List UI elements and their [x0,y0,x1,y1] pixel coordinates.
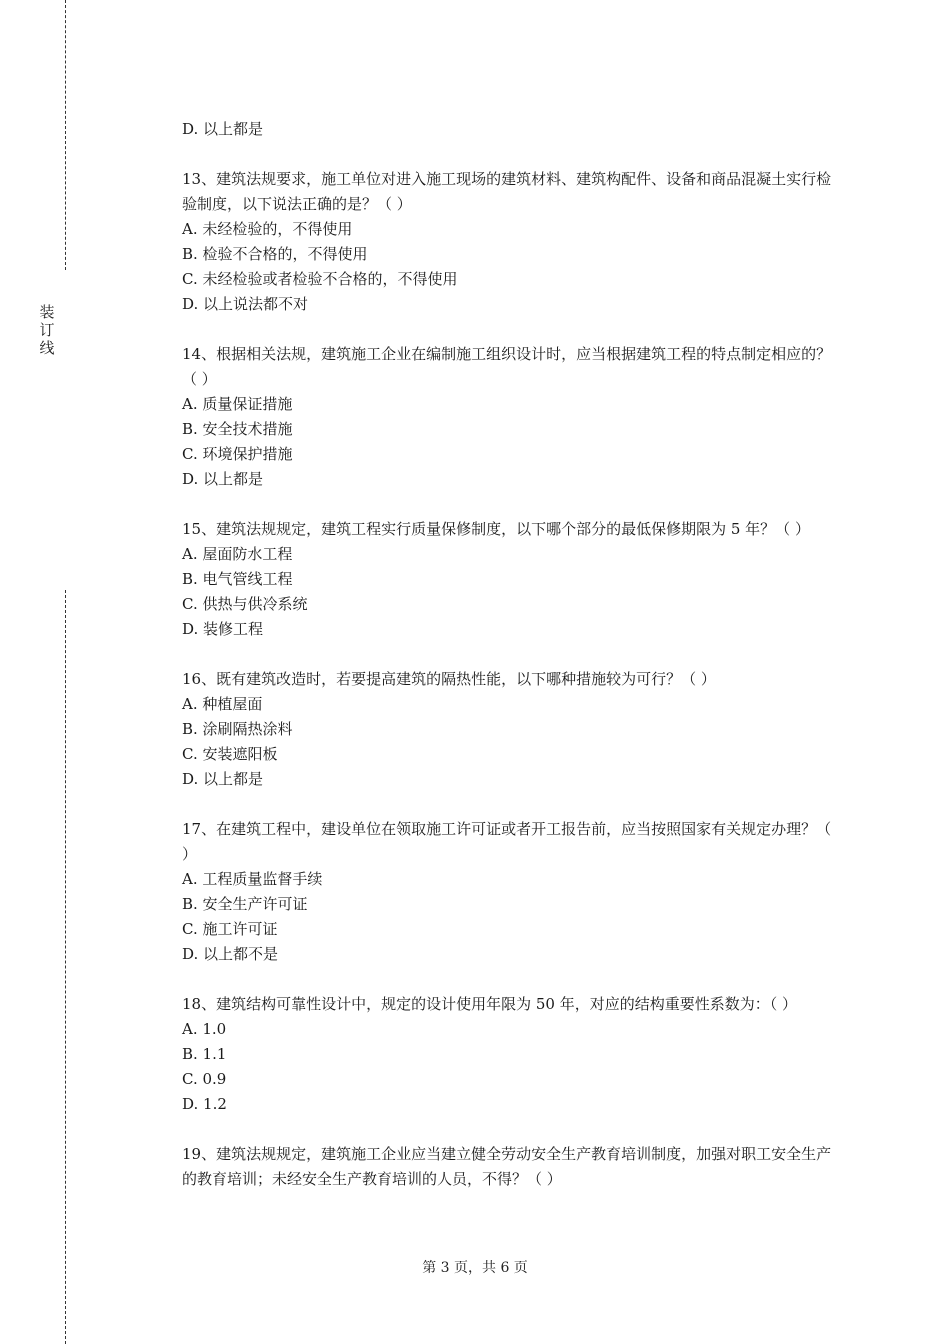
question-stem: 13、建筑法规要求，施工单位对进入施工现场的建筑材料、建筑构配件、设备和商品混凝土实行检验制度，以下说法正确的是？（ ） [182,170,832,213]
binding-char: 订 [39,321,55,339]
question-13 [182,167,842,317]
option-a: A. 种植屋面 [182,695,263,713]
question-stem: 17、在建筑工程中，建设单位在领取施工许可证或者开工报告前，应当按照国家有关规定办理？（ ） [182,820,832,863]
option-a: A. 1.0 [182,1020,227,1038]
option-c: C. 未经检验或者检验不合格的，不得使用 [182,270,458,288]
option-a: A. 未经检验的，不得使用 [182,220,353,238]
option-c: C. 供热与供冷系统 [182,595,308,613]
question-stem: 15、建筑法规规定，建筑工程实行质量保修制度，以下哪个部分的最低保修期限为 5 年？（ ） [182,520,810,538]
option-c: C. 环境保护措施 [182,445,293,463]
option-c: C. 施工许可证 [182,920,278,938]
question-16 [182,667,842,792]
binding-char: 线 [39,339,55,357]
option-b: B. 检验不合格的，不得使用 [182,245,368,263]
page-footer: 第 3 页，共 6 页 [422,1260,528,1276]
question-stem: 14、根据相关法规，建筑施工企业在编制施工组织设计时，应当根据建筑工程的特点制定相应的？（ ） [182,345,832,388]
option-a: A. 质量保证措施 [182,395,293,413]
option-c: C. 安装遮阳板 [182,745,278,763]
question-stem: 16、既有建筑改造时，若要提高建筑的隔热性能，以下哪种措施较为可行？（ ） [182,670,716,688]
option-d: D. 以上都不是 [182,945,279,963]
question-14 [182,342,842,492]
option-b: B. 1.1 [182,1045,227,1063]
option-d: D. 以上都是 [182,770,264,788]
option-b: B. 涂刷隔热涂料 [182,720,293,738]
option-d: D. 以上说法都不对 [182,295,309,313]
binding-dashed-line-bottom [65,590,66,1344]
question-15 [182,517,842,642]
option-a: A. 工程质量监督手续 [182,870,323,888]
exam-content [182,117,842,1217]
binding-char: 装 [39,303,55,321]
option-d: D. 以上都是 [182,120,264,138]
option-d: D. 1.2 [182,1095,227,1113]
question-19 [182,1142,842,1192]
question-12-tail [182,117,842,142]
option-c: C. 0.9 [182,1070,227,1088]
question-18 [182,992,842,1117]
question-stem: 18、建筑结构可靠性设计中，规定的设计使用年限为 50 年，对应的结构重要性系数为：（ ） [182,995,797,1013]
question-17 [182,817,842,967]
option-b: B. 电气管线工程 [182,570,293,588]
question-stem: 19、建筑法规规定，建筑施工企业应当建立健全劳动安全生产教育培训制度，加强对职工安全生产的教育培训；未经安全生产教育培训的人员，不得？（ ） [182,1145,832,1188]
binding-dashed-line-top [65,0,66,270]
option-b: B. 安全生产许可证 [182,895,308,913]
option-a: A. 屋面防水工程 [182,545,293,563]
option-b: B. 安全技术措施 [182,420,293,438]
binding-label [38,303,56,357]
option-d: D. 装修工程 [182,620,264,638]
option-d: D. 以上都是 [182,470,264,488]
